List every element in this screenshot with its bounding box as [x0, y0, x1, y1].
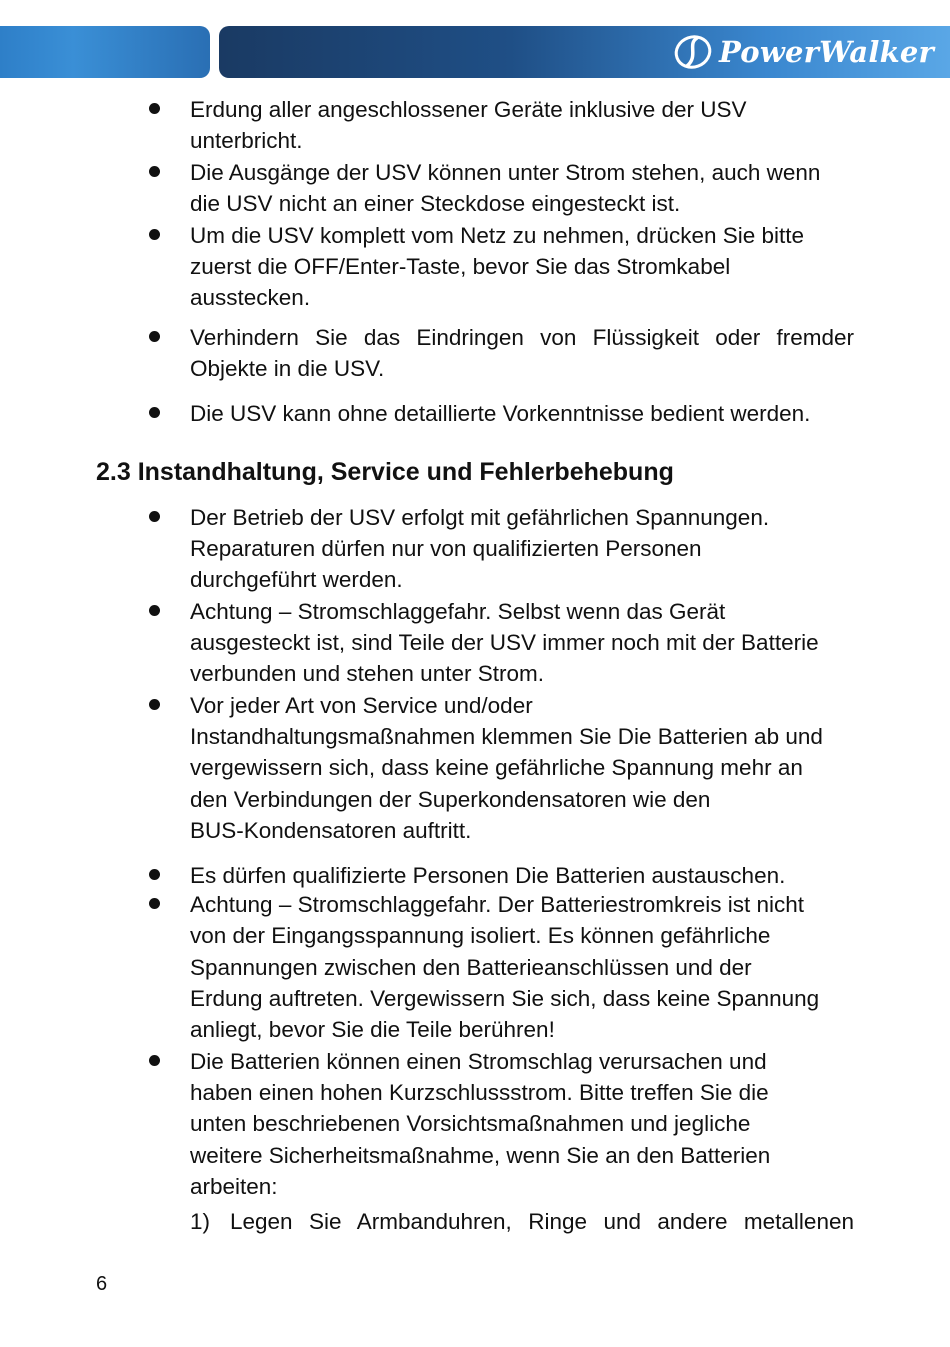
bullet-dot — [149, 898, 160, 909]
bullet-dot — [149, 229, 160, 240]
text-line: Achtung – Stromschlaggefahr. Der Batteriestromkreis ist nicht — [190, 892, 805, 917]
bullet-dot — [149, 869, 160, 880]
text-line: den Verbindungen der Superkondensatoren wie den — [190, 787, 711, 812]
text-line: durchgeführt werden. — [190, 567, 403, 592]
text-line: Die Batterien können einen Stromschlag verursachen und — [190, 1049, 767, 1074]
text-line: arbeiten: — [190, 1174, 278, 1199]
bullet-dot — [149, 407, 160, 418]
text-line: Es dürfen qualifizierte Personen Die Batterien austauschen. — [190, 863, 786, 888]
bullet-dot — [149, 103, 160, 114]
bullet-dot — [149, 511, 160, 522]
text-line: Achtung – Stromschlaggefahr. Selbst wenn das Gerät — [190, 599, 726, 624]
bullet-dot — [149, 331, 160, 342]
item-text: Legen Sie Armbanduhren, Ringe und andere metallenen — [230, 1209, 854, 1234]
text-line: Verhindern Sie das Eindringen von Flüssigkeit oder fremder — [190, 325, 854, 350]
text-line: unten beschriebenen Vorsichtsmaßnahmen und jegliche — [190, 1111, 751, 1136]
text-line: Erdung auftreten. Vergewissern Sie sich, dass keine Spannung — [190, 986, 820, 1011]
text-line: Erdung aller angeschlossener Geräte inklusive der USV — [190, 97, 747, 122]
text-line: Um die USV komplett vom Netz zu nehmen, drücken Sie bitte — [190, 223, 805, 248]
text-line: Spannungen zwischen den Batterieanschlüssen und der — [190, 955, 752, 980]
brand-name: PowerWalker — [719, 35, 934, 69]
text-line: anliegt, bevor Sie die Teile berühren! — [190, 1017, 555, 1042]
text-line: Vor jeder Art von Service und/oder — [190, 693, 533, 718]
text-line: Objekte in die USV. — [190, 356, 385, 381]
section-heading: 2.3 Instandhaltung, Service und Fehlerbehebung — [96, 458, 674, 486]
text-line: BUS-Kondensatoren auftritt. — [190, 818, 472, 843]
bullet-dot — [149, 605, 160, 616]
text-line: weitere Sicherheitsmaßnahme, wenn Sie an den Batterien — [190, 1143, 771, 1168]
bullet-dot — [149, 166, 160, 177]
text-line: unterbricht. — [190, 128, 303, 153]
numbered-item — [190, 1206, 854, 1237]
text-line: Die USV kann ohne detaillierte Vorkenntnisse bedient werden. — [190, 401, 811, 426]
item-number: 1) — [190, 1209, 211, 1234]
bullet-dot — [149, 699, 160, 710]
text-line: Instandhaltungsmaßnahmen klemmen Sie Die Batterien ab und — [190, 724, 823, 749]
text-line: Die Ausgänge der USV können unter Strom stehen, auch wenn — [190, 160, 821, 185]
bullet-dot — [149, 1055, 160, 1066]
text-line: ausgesteckt ist, sind Teile der USV immer noch mit der Batterie — [190, 630, 819, 655]
page-number: 6 — [96, 1273, 108, 1295]
text-line: Reparaturen dürfen nur von qualifizierten Personen — [190, 536, 702, 561]
text-line: verbunden und stehen unter Strom. — [190, 661, 544, 686]
text-line: die USV nicht an einer Steckdose eingesteckt ist. — [190, 191, 681, 216]
text-line: ausstecken. — [190, 285, 311, 310]
text-line: haben einen hohen Kurzschlussstrom. Bitte treffen Sie die — [190, 1080, 769, 1105]
text-line: vergewissern sich, dass keine gefährliche Spannung mehr an — [190, 755, 803, 780]
text-line: zuerst die OFF/Enter-Taste, bevor Sie das Stromkabel — [190, 254, 731, 279]
text-line: Der Betrieb der USV erfolgt mit gefährlichen Spannungen. — [190, 505, 770, 530]
text-line: von der Eingangsspannung isoliert. Es können gefährliche — [190, 923, 771, 948]
